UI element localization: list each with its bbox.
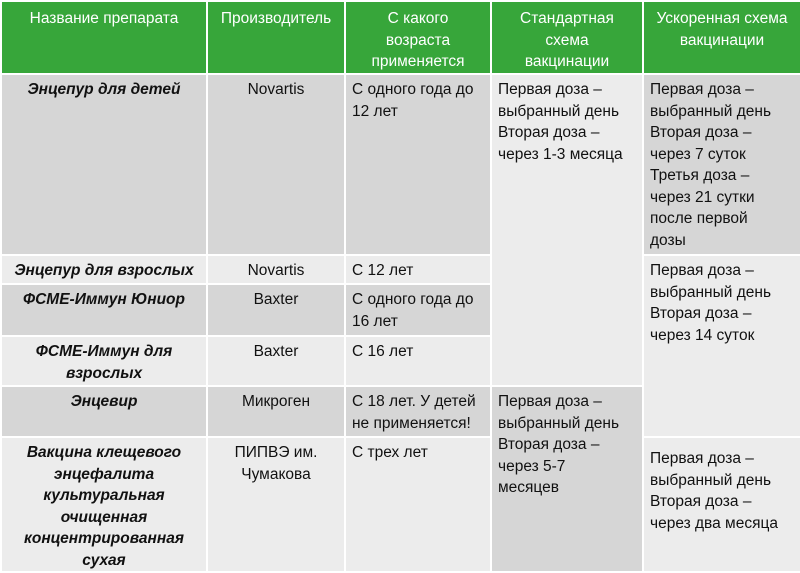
age-cell xyxy=(345,74,491,255)
table-row xyxy=(1,74,800,255)
table-row xyxy=(1,255,800,284)
schedule-line: Первая доза – xyxy=(650,450,754,467)
manufacturer-cell xyxy=(207,255,345,284)
schedule-line: Вторая доза – xyxy=(498,124,600,141)
header-row xyxy=(1,1,800,74)
accelerated-schedule-cell xyxy=(643,255,800,437)
drug-name-line: взрослых xyxy=(65,364,143,382)
header-standard-schedule: Стандартная схема вакцинации xyxy=(491,1,643,74)
age-line: С одного года до xyxy=(352,291,474,308)
schedule-line: месяцев xyxy=(498,479,559,496)
age-line: С 18 лет. У детей xyxy=(352,393,476,410)
schedule-line: выбранный день xyxy=(498,102,620,120)
drug-name-line: Энцепур для взрослых xyxy=(14,262,194,279)
drug-name-line: концентрированная xyxy=(24,530,184,547)
schedule-line: Вторая доза – xyxy=(650,305,752,322)
schedule-line: Вторая доза – xyxy=(650,124,752,141)
schedule-line: дозы xyxy=(650,231,686,249)
schedule-line: выбранный день xyxy=(650,283,772,301)
age-cell xyxy=(345,336,491,386)
manufacturer-line: Novartis xyxy=(247,81,305,98)
drug-name-line: ФСМЕ-Иммун для xyxy=(35,343,173,360)
age-line: 12 лет xyxy=(352,102,398,120)
drug-name-line: Вакцина клещевого xyxy=(26,444,182,461)
schedule-line: через 21 сутки xyxy=(650,188,755,206)
manufacturer-cell xyxy=(207,284,345,336)
schedule-line: после первой xyxy=(650,210,748,227)
manufacturer-cell xyxy=(207,386,345,437)
schedule-line: через 1-3 месяца xyxy=(498,145,623,163)
age-line: С трех лет xyxy=(352,444,428,461)
manufacturer-cell xyxy=(207,336,345,386)
schedule-line: через 7 суток xyxy=(650,145,746,163)
drug-name-line: очищенная xyxy=(60,508,148,526)
age-cell xyxy=(345,284,491,336)
drug-name-cell xyxy=(1,336,207,386)
schedule-line: выбранный день xyxy=(498,414,620,432)
drug-name-line: сухая xyxy=(82,551,126,569)
schedule-line: Первая доза – xyxy=(650,262,754,279)
drug-name-line: Энцепур для детей xyxy=(27,81,181,98)
schedule-line: Первая доза – xyxy=(498,393,602,410)
manufacturer-line: Микроген xyxy=(241,393,311,410)
schedule-line: через 14 суток xyxy=(650,326,755,344)
schedule-line: через 5-7 xyxy=(498,457,566,475)
schedule-line: Вторая доза – xyxy=(650,493,752,510)
drug-name-line: ФСМЕ-Иммун Юниор xyxy=(23,291,185,308)
manufacturer-line: ПИПВЭ им. xyxy=(234,444,318,461)
schedule-line: Первая доза – xyxy=(650,81,754,98)
manufacturer-cell xyxy=(207,74,345,255)
accelerated-schedule-cell xyxy=(643,74,800,255)
schedule-line: Первая доза – xyxy=(498,81,602,98)
age-cell xyxy=(345,386,491,437)
schedule-line: Вторая доза – xyxy=(498,436,600,453)
accelerated-schedule-cell xyxy=(643,437,800,572)
header-drug-name: Название препарата xyxy=(1,1,207,74)
schedule-line: через два месяца xyxy=(650,514,778,532)
header-age: С какого возраста применяется xyxy=(345,1,491,74)
drug-name-cell xyxy=(1,437,207,572)
age-line: С одного года до xyxy=(352,81,474,98)
age-line: 16 лет xyxy=(352,312,398,330)
schedule-line: Третья доза – xyxy=(650,167,750,184)
standard-schedule-cell xyxy=(491,74,643,386)
manufacturer-line: Baxter xyxy=(253,291,299,308)
header-manufacturer: Производитель xyxy=(207,1,345,74)
manufacturer-cell xyxy=(207,437,345,572)
header-accelerated-schedule: Ускоренная схема вакцинации xyxy=(643,1,800,74)
schedule-line: выбранный день xyxy=(650,102,772,120)
table-row xyxy=(1,437,800,572)
standard-schedule-cell xyxy=(491,386,643,572)
manufacturer-line: Novartis xyxy=(247,262,305,279)
age-line: С 12 лет xyxy=(352,262,414,279)
drug-name-cell xyxy=(1,74,207,255)
age-line: не применяется! xyxy=(352,414,471,432)
drug-name-cell xyxy=(1,255,207,284)
drug-name-cell xyxy=(1,284,207,336)
age-cell xyxy=(345,255,491,284)
manufacturer-line: Baxter xyxy=(253,343,299,360)
drug-name-line: энцефалита xyxy=(53,465,155,483)
schedule-line: выбранный день xyxy=(650,471,772,489)
age-line: С 16 лет xyxy=(352,343,414,360)
drug-name-line: Энцевир xyxy=(70,393,138,410)
manufacturer-line: Чумакова xyxy=(241,465,311,483)
age-cell xyxy=(345,437,491,572)
drug-name-line: культуральная xyxy=(43,487,165,504)
drug-name-cell xyxy=(1,386,207,437)
